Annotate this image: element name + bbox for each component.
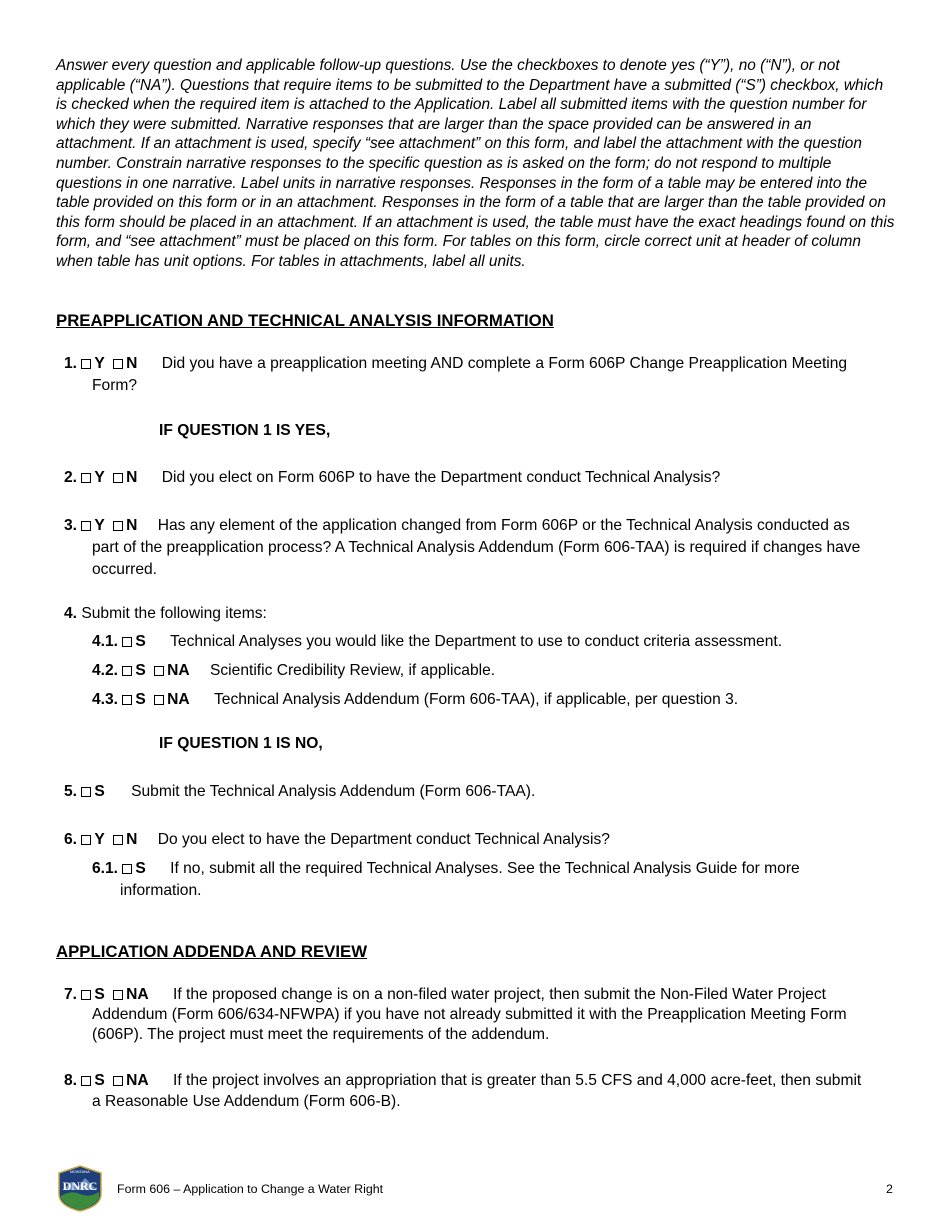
question-number: 4. [64, 605, 78, 622]
option-label-n: N [126, 517, 138, 534]
question-text: If the project involves an appropriation that is greater than 5.5 CFS and 4,000 acre-feet, then submit a Reasonable Use Addendum (Form 606-B). [92, 1072, 862, 1110]
question-number: 2. [64, 469, 78, 486]
option-label-n: N [126, 355, 138, 372]
dnrc-logo [55, 1164, 105, 1212]
question-number: 8. [64, 1072, 78, 1089]
question-number: 5. [64, 783, 78, 800]
option-label-na: NA [167, 691, 190, 708]
checkbox-yes[interactable] [81, 473, 91, 483]
question-number: 1. [64, 355, 78, 372]
option-label-s: S [135, 633, 146, 650]
option-label-n: N [126, 831, 138, 848]
option-label-s: S [94, 986, 105, 1003]
condition-if-no: IF QUESTION 1 IS NO, [159, 735, 323, 752]
question-text: If the proposed change is on a non-filed water project, then submit the Non-Filed Water Project Addendum (Form 606/634-NFWPA) if you have not already submitted it with the Preapplication Meeting Form (606P). The project must meet the requirements of the addendum. [92, 986, 847, 1043]
question-5 [64, 781, 874, 803]
question-6-1 [92, 858, 882, 902]
question-8 [64, 1070, 874, 1112]
option-label-n: N [126, 469, 138, 486]
checkbox-submitted[interactable] [122, 637, 132, 647]
option-label-y: Y [94, 355, 105, 372]
checkbox-no[interactable] [113, 521, 123, 531]
logo-subtext: MONTANA [70, 1169, 90, 1174]
question-2 [64, 467, 874, 489]
checkbox-yes[interactable] [81, 521, 91, 531]
checkbox-submitted[interactable] [81, 787, 91, 797]
option-label-y: Y [94, 517, 105, 534]
checkbox-no[interactable] [113, 359, 123, 369]
option-label-na: NA [126, 986, 149, 1003]
page-number: 2 [886, 1182, 893, 1196]
checkbox-not-applicable[interactable] [154, 666, 164, 676]
section-heading-addenda: APPLICATION ADDENDA AND REVIEW [56, 942, 368, 961]
logo-text: DNRC [62, 1179, 98, 1193]
question-4-2 [92, 660, 882, 682]
option-label-s: S [135, 691, 146, 708]
condition-if-yes: IF QUESTION 1 IS YES, [159, 422, 331, 439]
question-1 [64, 353, 874, 397]
checkbox-not-applicable[interactable] [113, 990, 123, 1000]
option-label-y: Y [94, 469, 105, 486]
question-text: Has any element of the application changed from Form 606P or the Technical Analysis conducted as part of the preapplication process? A Technical Analysis Addendum (Form 606-TAA) is required if changes have occurred. [92, 517, 861, 578]
question-4-1 [92, 631, 882, 653]
option-label-s: S [135, 662, 146, 679]
question-text: Did you elect on Form 606P to have the Department conduct Technical Analysis? [161, 469, 721, 486]
question-7 [64, 985, 874, 1045]
checkbox-submitted[interactable] [122, 666, 132, 676]
section-heading-preapplication: PREAPPLICATION AND TECHNICAL ANALYSIS INFORMATION [56, 311, 554, 330]
question-number: 6.1. [92, 860, 119, 877]
checkbox-not-applicable[interactable] [113, 1076, 123, 1086]
option-label-y: Y [94, 831, 105, 848]
checkbox-not-applicable[interactable] [154, 695, 164, 705]
question-text: Submit the following items: [81, 605, 267, 622]
question-number: 4.3. [92, 691, 119, 708]
question-number: 4.1. [92, 633, 119, 650]
checkbox-submitted[interactable] [122, 864, 132, 874]
question-text: Scientific Credibility Review, if applicable. [209, 662, 496, 679]
checkbox-no[interactable] [113, 473, 123, 483]
option-label-s: S [135, 860, 146, 877]
question-text: Do you elect to have the Department conduct Technical Analysis? [157, 831, 610, 848]
checkbox-submitted[interactable] [81, 1076, 91, 1086]
checkbox-submitted[interactable] [122, 695, 132, 705]
question-3 [64, 515, 864, 581]
question-text: Technical Analysis Addendum (Form 606-TAA), if applicable, per question 3. [213, 691, 739, 708]
checkbox-yes[interactable] [81, 359, 91, 369]
question-6 [64, 829, 874, 851]
question-text: Did you have a preapplication meeting AND complete a Form 606P Change Preapplication Meeting Form? [92, 355, 848, 394]
checkbox-yes[interactable] [81, 835, 91, 845]
option-label-na: NA [126, 1072, 149, 1089]
option-label-s: S [94, 783, 105, 800]
question-number: 3. [64, 517, 78, 534]
instructions-paragraph: Answer every question and applicable follow-up questions. Use the checkboxes to denote yes (“Y”), no (“N”), or not applicable (“NA”). Questions that require items to be submitted to the Department have a submitted (“S”) checkbox, which is checked when the required item is attached to the Application. Label all submitted items with the question number for which they were submitted. Narrative responses that are larger than the space provided can be answered in an attachment. If an attachment is used, specify “see attachment” on this form, and label the attachment with the question number. Constrain narrative responses to the specific question as is asked on the form; do not respond to multiple questions in one narrative. Label units in narrative responses. Responses in the form of a table may be entered into the table provided on this form or in an attachment. Responses in the form of a table that are larger than the table provided on this form should be placed in an attachment. If an attachment is used, the table must have the exact headings found on this form, and “see attachment” must be placed on this form. For tables on this form, circle correct unit at header of column when table has unit options. For tables in attachments, label all units. [56, 57, 895, 270]
footer-form-title: Form 606 – Application to Change a Water Right [117, 1182, 384, 1196]
question-text: Technical Analyses you would like the Department to use to conduct criteria assessment. [170, 633, 783, 650]
question-4-3 [92, 689, 882, 711]
question-4 [64, 603, 874, 625]
question-text: Submit the Technical Analysis Addendum (Form 606-TAA). [131, 783, 536, 800]
checkbox-no[interactable] [113, 835, 123, 845]
question-number: 4.2. [92, 662, 119, 679]
option-label-s: S [94, 1072, 105, 1089]
checkbox-submitted[interactable] [81, 990, 91, 1000]
question-text: If no, submit all the required Technical Analyses. See the Technical Analysis Guide for more information. [120, 860, 800, 899]
option-label-na: NA [167, 662, 190, 679]
question-number: 7. [64, 986, 78, 1003]
question-number: 6. [64, 831, 78, 848]
